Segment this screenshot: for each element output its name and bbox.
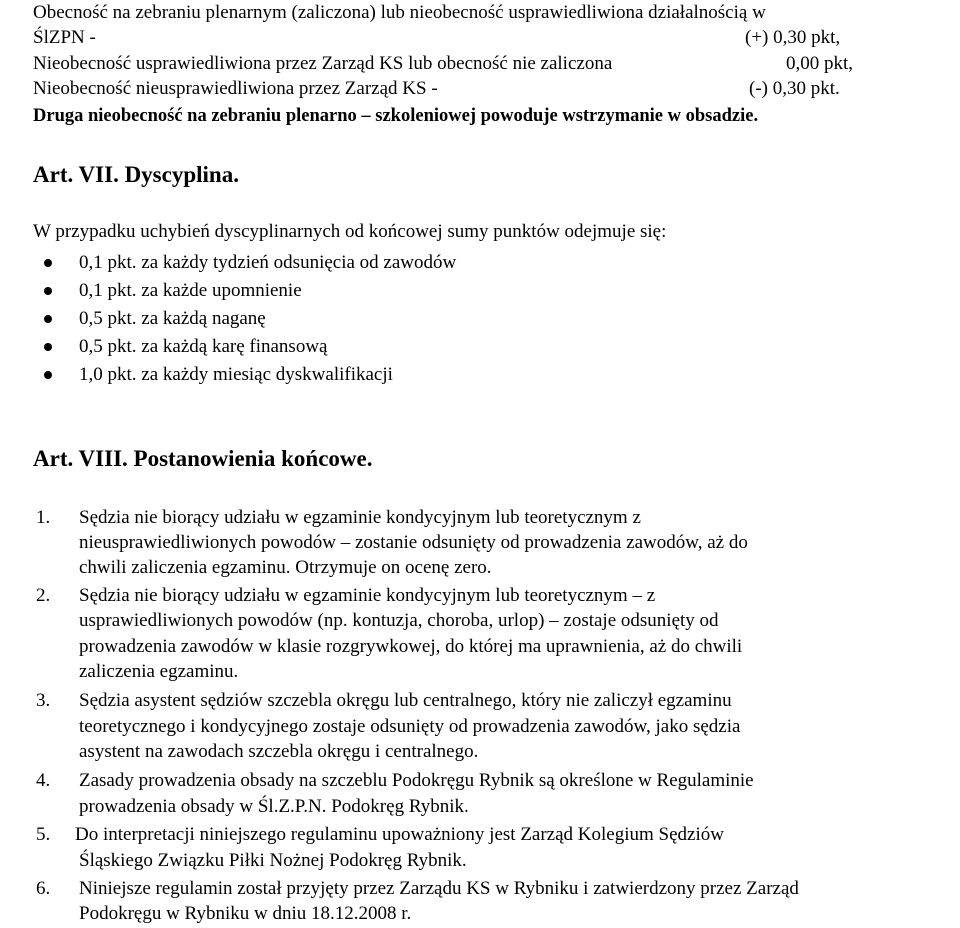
- item-line: usprawiedliwionych powodów (np. kontuzja, choroba, urlop) – zostaje odsunięty od: [79, 610, 719, 631]
- text-line: Obecność na zebraniu plenarnym (zaliczona) lub nieobecność usprawiedliwiona działalnością w: [33, 2, 766, 23]
- points-value: 0,00 pkt,: [786, 53, 854, 74]
- text-line: Nieobecność nieusprawiedliwiona przez Zarząd KS -: [33, 78, 438, 99]
- item-line: Sędzia asystent sędziów szczebla okręgu lub centralnego, który nie zaliczył egzaminu: [79, 690, 732, 711]
- section-intro: W przypadku uchybień dyscyplinarnych od końcowej sumy punktów odejmuje się:: [33, 221, 667, 242]
- item-number: 5.: [36, 824, 51, 845]
- item-line: nieusprawiedliwionych powodów – zostanie odsunięty od prowadzenia zawodów, aż do: [79, 532, 748, 553]
- item-line: Podokręgu w Rybniku w dniu 18.12.2008 r.: [79, 903, 412, 924]
- item-line: Do interpretacji niniejszego regulaminu upoważniony jest Zarząd Kolegium Sędziów: [75, 824, 724, 845]
- list-item: 0,5 pkt. za każdą naganę: [79, 308, 266, 329]
- list-item: 0,5 pkt. za każdą karę finansową: [79, 336, 328, 357]
- item-number: 6.: [36, 878, 51, 899]
- list-item: 1,0 pkt. za każdy miesiąc dyskwalifikacji: [79, 364, 393, 385]
- bullet-icon: [44, 259, 52, 267]
- list-item: 0,1 pkt. za każdy tydzień odsunięcia od zawodów: [79, 252, 457, 273]
- section-heading-art8: Art. VIII. Postanowienia końcowe.: [33, 446, 373, 471]
- item-line: Śląskiego Związku Piłki Nożnej Podokręg Rybnik.: [79, 850, 467, 871]
- item-line: Sędzia nie biorący udziału w egzaminie kondycyjnym lub teoretycznym z: [79, 507, 641, 528]
- text-line: Nieobecność usprawiedliwiona przez Zarząd KS lub obecność nie zaliczona: [33, 53, 613, 74]
- item-line: prowadzenia obsady w Śl.Z.P.N. Podokręg Rybnik.: [79, 796, 469, 817]
- item-line: Sędzia nie biorący udziału w egzaminie kondycyjnym lub teoretycznym – z: [79, 585, 656, 606]
- item-line: Zasady prowadzenia obsady na szczeblu Podokręgu Rybnik są określone w Regulaminie: [79, 770, 754, 791]
- item-number: 4.: [36, 770, 51, 791]
- item-line: teoretycznego i kondycyjnego zostaje odsunięty od prowadzenia zawodów, jako sędzia: [79, 716, 741, 737]
- item-line: zaliczenia egzaminu.: [79, 661, 239, 682]
- item-number: 1.: [36, 507, 51, 528]
- bullet-icon: [44, 287, 52, 295]
- item-line: chwili zaliczenia egzaminu. Otrzymuje on ocenę zero.: [79, 557, 492, 578]
- bold-notice: Druga nieobecność na zebraniu plenarno – szkoleniowej powoduje wstrzymanie w obsadzie.: [33, 106, 759, 126]
- bullet-icon: [44, 343, 52, 351]
- bullet-icon: [44, 315, 52, 323]
- list-item: 0,1 pkt. za każde upomnienie: [79, 280, 302, 301]
- text-line: ŚlZPN -: [33, 27, 96, 48]
- points-value: (-) 0,30 pkt.: [749, 78, 840, 99]
- item-line: Niniejsze regulamin został przyjęty przez Zarządu KS w Rybniku i zatwierdzony przez Zarząd: [79, 878, 799, 899]
- item-line: asystent na zawodach szczebla okręgu i centralnego.: [79, 741, 479, 762]
- section-heading-art7: Art. VII. Dyscyplina.: [33, 162, 239, 187]
- item-number: 3.: [36, 690, 51, 711]
- item-number: 2.: [36, 585, 51, 606]
- bullet-icon: [44, 371, 52, 379]
- item-line: prowadzenia zawodów w klasie rozgrywkowej, do której ma uprawnienia, aż do chwili: [79, 636, 743, 657]
- points-value: (+) 0,30 pkt,: [745, 27, 841, 48]
